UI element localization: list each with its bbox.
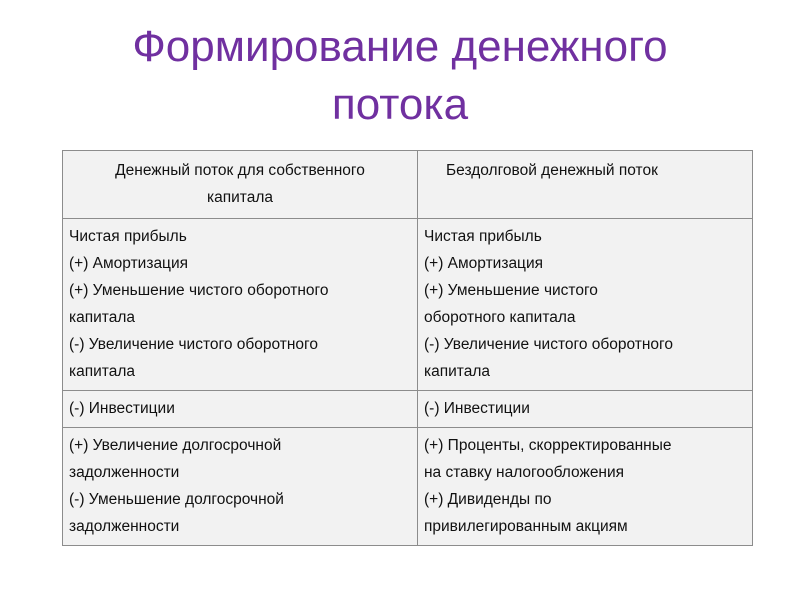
title-line-1: Формирование денежного xyxy=(132,22,668,71)
slide-title xyxy=(0,18,800,134)
table-cell-equity-debt xyxy=(63,428,418,546)
header-equity-line-1: Денежный поток для собственного xyxy=(115,162,365,179)
cell-line: задолженности xyxy=(69,518,180,535)
cell-line: (-) Увеличение чистого оборотного xyxy=(69,336,318,353)
cell-line: (+) Амортизация xyxy=(69,255,188,272)
cash-flow-table xyxy=(62,150,753,546)
cell-line: капитала xyxy=(424,363,491,380)
cell-line: оборотного капитала xyxy=(424,309,576,326)
table-header-row xyxy=(63,151,753,219)
cell-line: Чистая прибыль xyxy=(424,228,542,245)
table-row xyxy=(63,219,753,391)
cell-line: задолженности xyxy=(69,464,180,481)
cell-line: (+) Уменьшение чистого оборотного xyxy=(69,282,329,299)
header-equity-cash-flow xyxy=(63,151,418,219)
header-equity-line-2: капитала xyxy=(206,189,273,206)
cell-line: (+) Амортизация xyxy=(424,255,543,272)
cell-line: (+) Уменьшение чистого xyxy=(424,282,598,299)
cell-line: (-) Инвестиции xyxy=(424,400,530,417)
cell-line: Чистая прибыль xyxy=(69,228,187,245)
table-cell-debt-free-adjustments xyxy=(418,428,753,546)
cell-line: капитала xyxy=(69,309,136,326)
table-cell-equity-operating xyxy=(63,219,418,391)
table-cell-equity-investments xyxy=(63,391,418,428)
cell-line: на ставку налогообложения xyxy=(424,464,625,481)
cell-line: капитала xyxy=(69,363,136,380)
cell-line: (-) Увеличение чистого оборотного xyxy=(424,336,673,353)
cell-line: (-) Уменьшение долгосрочной xyxy=(69,491,284,508)
title-line-2: потока xyxy=(331,80,469,129)
cell-line: привилегированным акциям xyxy=(424,518,628,535)
header-debt-free-cash-flow xyxy=(418,151,753,219)
cell-line: (+) Проценты, скорректированные xyxy=(424,437,672,454)
table-row xyxy=(63,391,753,428)
table-cell-debt-free-operating xyxy=(418,219,753,391)
table-row xyxy=(63,428,753,546)
table-cell-debt-free-investments xyxy=(418,391,753,428)
cell-line: (+) Увеличение долгосрочной xyxy=(69,437,282,454)
header-debt-free-label: Бездолговой денежный поток xyxy=(446,162,658,179)
cell-line: (-) Инвестиции xyxy=(69,400,175,417)
cell-line: (+) Дивиденды по xyxy=(424,491,552,508)
